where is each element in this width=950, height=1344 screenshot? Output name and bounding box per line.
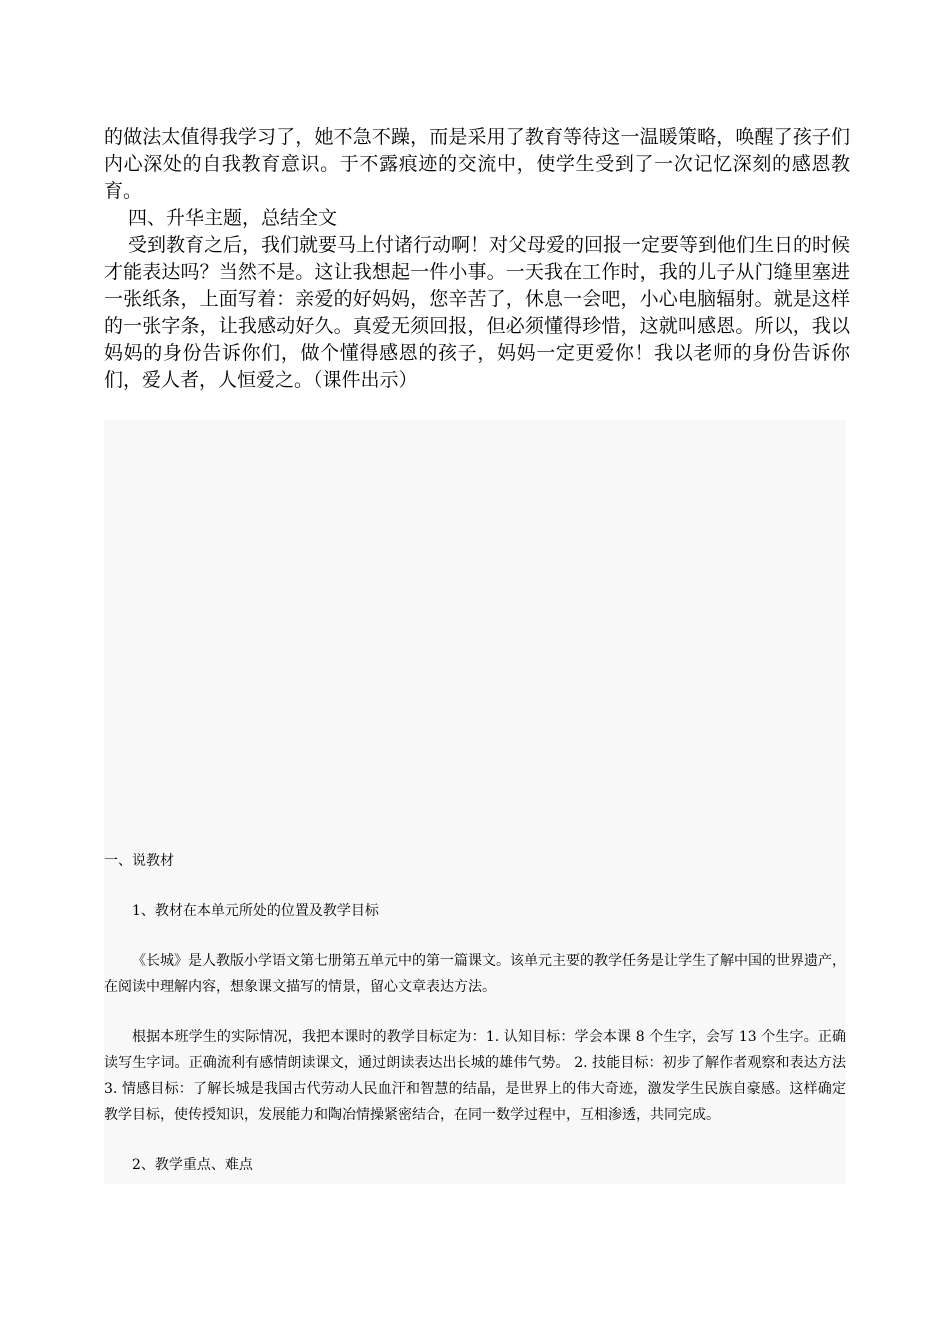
subheading-key-points: 2、教学重点、难点 <box>132 1157 253 1173</box>
subheading-position-goals: 1、教材在本单元所处的位置及教学目标 <box>132 903 379 919</box>
paragraph-conclusion: 受到教育之后，我们就要马上付诸行动啊！对父母爱的回报一定要等到他们生日的时候才能表达吗？当然不是。这让我想起一件小事。一天我在工作时，我的儿子从门缝里塞进一张纸条，上面写着：亲爱的好妈妈，您辛苦了，休息一会吧，小心电脑辐射。就是这样的一张字条，让我感动好久。真爱无须回报，但必须懂得珍惜，这就叫感恩。所以，我以妈妈的身份告诉你们，做个懂得感恩的孩子，妈妈一定更爱你！我以老师的身份告诉你们，爱人者，人恒爱之。（课件出示） <box>104 234 851 391</box>
upper-text-block <box>104 124 850 394</box>
paragraph-intro: 的做法太值得我学习了，她不急不躁，而是采用了教育等待这一温暖策略，唤醒了孩子们内心深处的自我教育意识。于不露痕迹的交流中，使学生受到了一次记忆深刻的感恩教育。 <box>104 126 850 202</box>
lower-text-block <box>104 848 846 1178</box>
section-heading-textbook: 一、说教材 <box>104 853 174 869</box>
paragraph-lesson-intro: 《长城》是人教版小学语文第七册第五单元中的第一篇课文。该单元主要的教学任务是让学生了解中国的世界遗产，在阅读中理解内容，想象课文描写的情景，留心文章表达方法。 <box>104 953 846 995</box>
paragraph-teaching-goals: 根据本班学生的实际情况，我把本课时的教学目标定为：1. 认知目标：学会本课 8 个生字，会写 13 个生字。正确读写生字词。正确流利有感情朗读课文，通过朗读表达出长城的雄伟气势。 2. 技能目标：初步了解作者观察和表达方法 3. 情感目标：了解长城是我国古代劳动人民血汗和智慧的结晶，是世界上的伟大奇迹，激发学生民族自豪感。这样确定教学目标，使传授知识，发展能力和陶冶情操紧密结合，在同一数学过程中，互相渗透，共同完成。 <box>104 1029 846 1123</box>
section-heading-four: 四、升华主题，总结全文 <box>128 207 338 229</box>
